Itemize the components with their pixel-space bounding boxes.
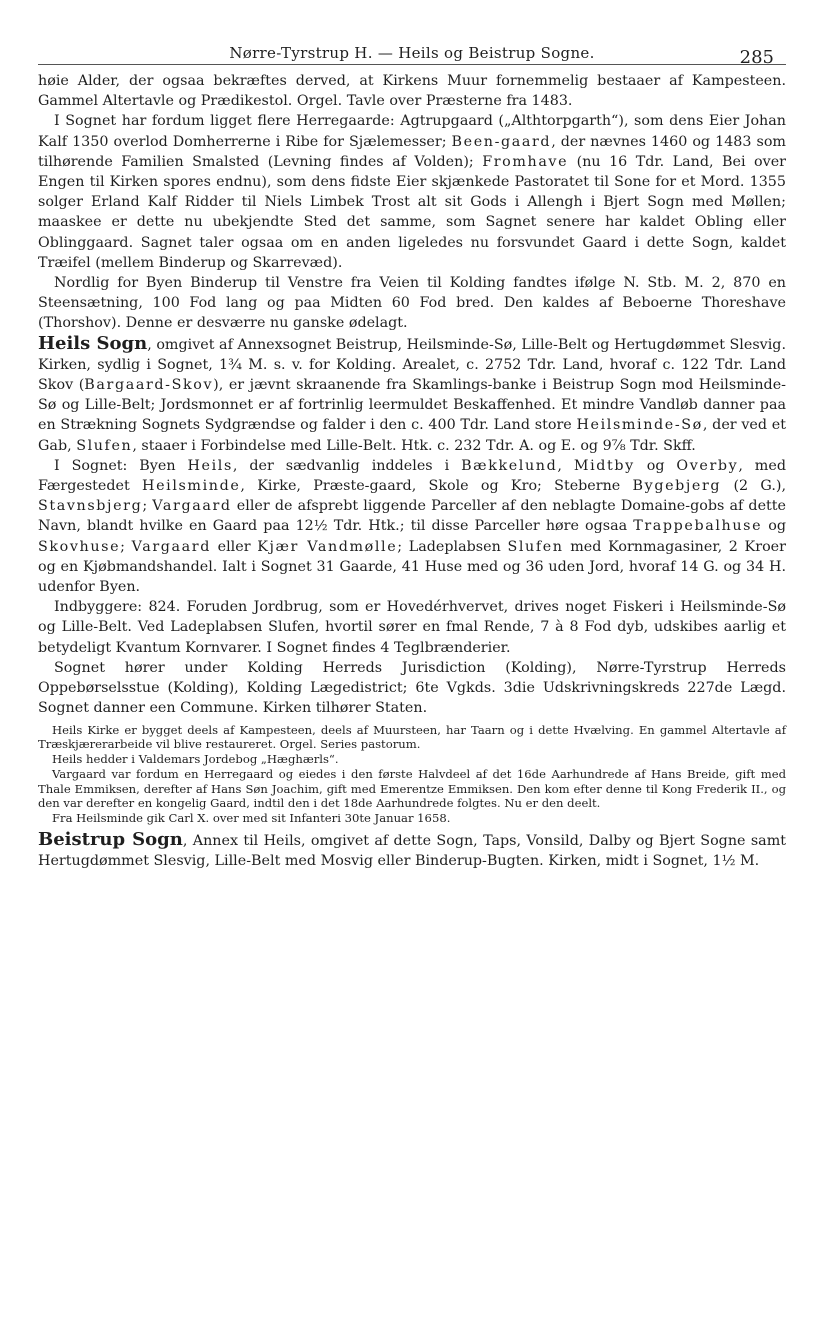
spaced-name: Heilsminde-Sø: [576, 417, 703, 434]
spaced-name: Fromhave: [482, 153, 569, 170]
text-run: ;: [120, 538, 132, 555]
spaced-name: Bygebjerg: [632, 478, 722, 495]
paragraph-p12: [38, 830, 786, 871]
spaced-name: Overby: [676, 457, 739, 474]
text-run: Heils hedder i Valdemars Jordebog „Hæghærls“.: [52, 752, 339, 767]
header-rule: [38, 64, 786, 65]
running-head: Nørre-Tyrstrup H. — Heils og Beistrup Sogne.: [229, 44, 595, 62]
text-run: , der sædvanlig inddeles i: [232, 457, 462, 474]
spaced-name: Bækkelund: [461, 457, 558, 474]
paragraph-p3: [38, 273, 786, 334]
paragraph-p2: [38, 111, 786, 273]
text-run: , Annex til Heils, omgivet af dette Sogn, Taps, Vonsild, Dalby og Bjert Sogne samt Hertugdømmet Slesvig, Lille-Belt med Mosvig eller Binderup-Bugten. Kirken, midt i Sognet, 1½ M.: [38, 833, 786, 870]
paragraph-p4: [38, 334, 786, 456]
spaced-name: Slufen: [76, 437, 133, 454]
text-run: Heils Kirke er bygget deels af Kampesteen, deels af Muursteen, har Taarn og i dette Hvælving. En gammel Altertavle af Træskjærerarbeide vil blive restaureret. Orgel. Series pastorum.: [38, 722, 786, 752]
spaced-name: Bargaard-Skov: [84, 377, 214, 394]
spaced-name: Midtby: [573, 457, 635, 474]
spaced-name: Stavnsbjerg: [38, 498, 143, 515]
paragraph-p9: [38, 752, 786, 767]
text-run: ,: [557, 457, 574, 474]
spaced-name: Slufen: [507, 538, 564, 555]
text-run: , der ved et Gab,: [38, 417, 786, 454]
text-run: og: [762, 518, 786, 535]
text-run: Nordlig for Byen Binderup til Venstre fra Veien til Kolding fandtes ifølge N. Stb. M. 2, 870 en Steensætning, 100 Fod lang og paa Midten 60 Fod bred. Den kaldes af Beboerne Thoreshave (Thorshov). Denne er desværre nu ganske ødelagt.: [38, 275, 786, 332]
document-body: [38, 71, 786, 871]
section-heading: Beistrup Sogn: [38, 829, 183, 851]
text-run: eller de afsprebt liggende Parceller af den neblagte Domaine-gobs af dette Navn, blandt hvilke en Gaard paa 12½ Tdr. Htk.; til disse Parceller høre ogsaa: [38, 498, 786, 535]
paragraph-p5: [38, 456, 786, 597]
text-run: I Sognet har fordum ligget flere Herregaarde: Agtrupgaard („Althtorpgarth“), som dens Eier Johan Kalf 1350 overlod Domherrerne i Ribe for Sjælemesser;: [38, 113, 786, 150]
spaced-name: Vargaard: [152, 498, 232, 515]
paragraph-p8: [38, 723, 786, 753]
spaced-name: Trappebalhuse: [633, 518, 763, 535]
text-run: og: [634, 457, 677, 474]
text-run: I Sognet: Byen: [54, 457, 188, 474]
text-run: ), er jævnt skraanende fra Skamlings-banke i Beistrup Sogn mod Heilsminde-Sø og Lille-Belt; Jordsmonnet er af fortrinlig leermuldet Beskaffenhed. Et mindre Vandløb danner paa en Strækning Sognets Sydgrændse og falder i den c. 400 Tdr. Land store: [38, 377, 786, 434]
paragraph-p10: [38, 767, 786, 811]
text-run: , Kirke, Præste-gaard, Skole og Kro; Steberne: [240, 478, 633, 495]
text-run: , staaer i Forbindelse med Lille-Belt. Htk. c. 232 Tdr. A. og E. og 9⅞ Tdr. Skff.: [132, 437, 696, 454]
text-run: Fra Heilsminde gik Carl X. over med sit Infanteri 30te Januar 1658.: [52, 811, 451, 826]
spaced-name: Skovhuse: [38, 538, 121, 555]
text-run: , der nævnes 1460 og 1483 som tilhørende Familien Smalsted (Levning findes af Volden);: [38, 133, 786, 170]
spaced-name: Heils: [187, 457, 233, 474]
text-run: Indbyggere: 824. Foruden Jordbrug, som er Hovedérhvervet, drives noget Fiskeri i Heilsminde-Sø og Lille-Belt. Ved Ladeplabsen Slufen, hvortil sører en fmal Rende, 7 à 8 Fod dyb, udskibes aarlig et betydeligt Kvantum Kornvarer. I Sognet findes 4 Teglbrænderier.: [38, 599, 786, 656]
text-run: , omgivet af Annexsognet Beistrup, Heilsminde-Sø, Lille-Belt og Hertugdømmet Slesvig. Kirken, sydlig i Sognet, 1¾ M. s. v. for Kolding. Arealet, c. 2752 Tdr. Land, hvoraf c. 122 Tdr. Land Skov (: [38, 336, 787, 394]
text-run: eller: [210, 538, 258, 555]
text-run: høie Alder, der ogsaa bekræftes derved, at Kirkens Muur fornemmelig bestaaer af Kampesteen. Gammel Altertavle og Prædikestol. Orgel. Tavle over Præsterne fra 1483.: [38, 73, 786, 110]
spaced-name: Been-gaard: [451, 133, 552, 150]
paragraph-p7: [38, 658, 786, 719]
spaced-name: Kjær Vandmølle: [257, 538, 398, 555]
text-run: med Kornmagasiner, 2 Kroer og en Kjøbmandshandel. Ialt i Sognet 31 Gaarde, 41 Huse med og 36 uden Jord, hvoraf 14 G. og 34 H. udenfor Byen.: [38, 538, 786, 596]
text-run: , med Færgestedet: [38, 457, 786, 495]
paragraph-p11: [38, 811, 786, 826]
page-number: 285: [739, 47, 774, 68]
text-run: Vargaard var fordum en Herregaard og eiedes i den første Halvdeel af det 16de Aarhundrede af Hans Breide, gift med Thale Emmiksen, derefter af Hans Søn Joachim, gift med Emerentze Emmiksen. Den kom efter denne til Kong Frederik II., og den var derefter en kongelig Gaard, indtil den i det 18de Aarhundrede folgtes. Nu er den deelt.: [38, 766, 786, 811]
page-header: [38, 30, 786, 68]
text-run: (2 G.),: [721, 478, 786, 495]
text-run: (nu 16 Tdr. Land, Bei over Engen til Kirken spores endnu), som dens fidste Eier skjænkede Pastoratet til Sone for et Mord. 1355 solger Erland Kalf Ridder til Niels Limbek Trost alt sit Gods i Allengh i Bjert Sogn med Møllen; maaskee er dette nu ubekjendte Sted det samme, som Sagnet senere har kaldet Obling eller Oblinggaard. Sagnet taler ogsaa om en anden ligeledes nu forsvundet Gaard i dette Sogn, kaldet Træifel (mellem Binderup og Skarrevæd).: [38, 153, 787, 271]
text-run: ; Ladeplabsen: [397, 538, 508, 555]
section-heading: Heils Sogn: [38, 332, 148, 354]
paragraph-p6: [38, 597, 786, 658]
paragraph-p1: [38, 71, 786, 111]
text-run: ;: [142, 498, 153, 515]
spaced-name: Heilsminde: [142, 478, 241, 495]
spaced-name: Vargaard: [131, 538, 211, 555]
text-run: Sognet hører under Kolding Herreds Jurisdiction (Kolding), Nørre-Tyrstrup Herreds Oppebørselsstue (Kolding), Kolding Lægedistrict; 6te Vgkds. 3die Udskrivningskreds 227de Lægd. Sognet danner een Commune. Kirken tilhører Staten.: [38, 659, 786, 717]
